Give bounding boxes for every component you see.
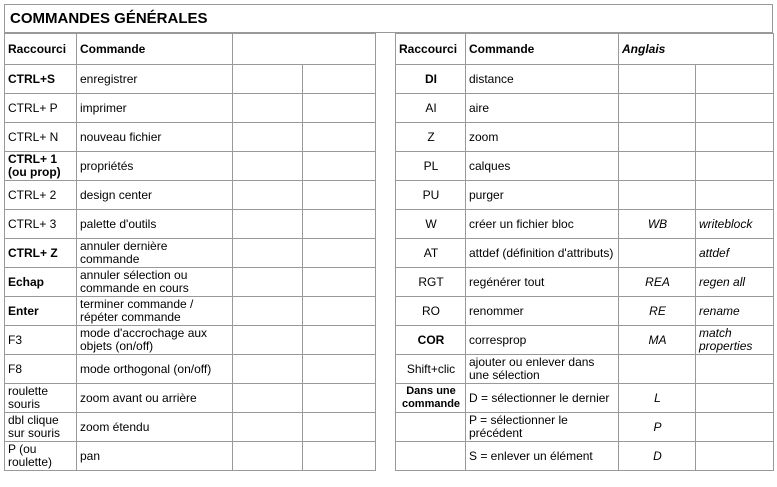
empty-cell (303, 384, 376, 413)
command-cell: renommer (466, 297, 619, 326)
table-row (5, 268, 376, 297)
empty-cell (303, 326, 376, 355)
header-command: Commande (466, 34, 619, 65)
command-cell: aire (466, 94, 619, 123)
command-cell: distance (466, 65, 619, 94)
table-row (5, 210, 376, 239)
shortcut-cell: CTRL+ 2 (5, 181, 77, 210)
empty-cell (303, 413, 376, 442)
empty-cell (303, 442, 376, 471)
table-row (5, 152, 376, 181)
command-cell: regénérer tout (466, 268, 619, 297)
table-row (396, 355, 774, 384)
english-cell: regen all (696, 268, 774, 297)
english-cell: attdef (696, 239, 774, 268)
english-cell: match properties (696, 326, 774, 355)
english-cell (696, 65, 774, 94)
shortcut-cell: CTRL+S (5, 65, 77, 94)
abbreviation-cell (619, 181, 696, 210)
abbreviation-cell: P (619, 413, 696, 442)
command-cell: calques (466, 152, 619, 181)
shortcut-cell: AI (396, 94, 466, 123)
english-cell: writeblock (696, 210, 774, 239)
empty-cell (303, 152, 376, 181)
empty-cell (303, 94, 376, 123)
table-row (396, 413, 774, 442)
shortcut-cell (396, 413, 466, 442)
command-cell: pan (77, 442, 233, 471)
empty-cell (233, 384, 303, 413)
table-row (396, 210, 774, 239)
command-cell: zoom (466, 123, 619, 152)
command-cell: purger (466, 181, 619, 210)
table-row (396, 239, 774, 268)
shortcut-cell: COR (396, 326, 466, 355)
table-row (5, 65, 376, 94)
abbreviation-cell: WB (619, 210, 696, 239)
empty-cell (303, 210, 376, 239)
shortcut-cell: PU (396, 181, 466, 210)
shortcut-cell: Dans une commande (396, 384, 466, 413)
table-row (396, 94, 774, 123)
abbreviation-cell: L (619, 384, 696, 413)
table-row (396, 326, 774, 355)
table-row (396, 268, 774, 297)
empty-cell (233, 355, 303, 384)
shortcut-cell: W (396, 210, 466, 239)
shortcut-cell: CTRL+ N (5, 123, 77, 152)
empty-cell (233, 123, 303, 152)
table-row (396, 297, 774, 326)
shortcut-cell: F8 (5, 355, 77, 384)
english-cell: rename (696, 297, 774, 326)
header-empty (233, 34, 376, 65)
header-shortcut: Raccourci (5, 34, 77, 65)
table-row (396, 442, 774, 471)
command-cell: corresprop (466, 326, 619, 355)
empty-cell (233, 94, 303, 123)
table-row (5, 181, 376, 210)
command-cell: créer un fichier bloc (466, 210, 619, 239)
abbreviation-cell (619, 239, 696, 268)
empty-cell (303, 181, 376, 210)
shortcut-cell: PL (396, 152, 466, 181)
command-cell: mode d'accrochage aux objets (on/off) (77, 326, 233, 355)
header-english: Anglais (619, 34, 774, 65)
abbreviation-cell (619, 123, 696, 152)
empty-cell (303, 355, 376, 384)
command-cell: D = sélectionner le dernier (466, 384, 619, 413)
command-cell: S = enlever un élément (466, 442, 619, 471)
command-cell: ajouter ou enlever dans une sélection (466, 355, 619, 384)
header-command: Commande (77, 34, 233, 65)
empty-cell (303, 268, 376, 297)
command-cell: P = sélectionner le précédent (466, 413, 619, 442)
empty-cell (233, 152, 303, 181)
command-cell: imprimer (77, 94, 233, 123)
abbreviation-cell (619, 94, 696, 123)
shortcut-cell: roulette souris (5, 384, 77, 413)
shortcut-cell: RO (396, 297, 466, 326)
english-cell (696, 152, 774, 181)
command-cell: annuler sélection ou commande en cours (77, 268, 233, 297)
shortcut-cell: CTRL+ 3 (5, 210, 77, 239)
table-row (396, 152, 774, 181)
english-cell (696, 384, 774, 413)
shortcut-cell (396, 442, 466, 471)
abbreviation-cell (619, 152, 696, 181)
abbreviation-cell: D (619, 442, 696, 471)
command-cell: annuler dernière commande (77, 239, 233, 268)
command-cell: design center (77, 181, 233, 210)
command-cell: mode orthogonal (on/off) (77, 355, 233, 384)
english-cell (696, 442, 774, 471)
shortcut-cell: dbl clique sur souris (5, 413, 77, 442)
table-header-row (396, 34, 774, 65)
empty-cell (303, 239, 376, 268)
shortcut-cell: AT (396, 239, 466, 268)
table-header-row (5, 34, 376, 65)
page-title: COMMANDES GÉNÉRALES (4, 4, 773, 33)
english-cell (696, 355, 774, 384)
english-cell (696, 123, 774, 152)
table-row (5, 355, 376, 384)
command-cell: zoom étendu (77, 413, 233, 442)
shortcut-cell: Z (396, 123, 466, 152)
table-row (396, 384, 774, 413)
command-cell: attdef (définition d'attributs) (466, 239, 619, 268)
command-cell: enregistrer (77, 65, 233, 94)
header-shortcut: Raccourci (396, 34, 466, 65)
empty-cell (233, 442, 303, 471)
table-row (396, 181, 774, 210)
shortcut-cell: Echap (5, 268, 77, 297)
table-row (5, 442, 376, 471)
command-cell: propriétés (77, 152, 233, 181)
empty-cell (233, 413, 303, 442)
abbreviation-cell: RE (619, 297, 696, 326)
shortcut-cell: CTRL+ Z (5, 239, 77, 268)
shortcut-cell: F3 (5, 326, 77, 355)
command-cell: terminer commande / répéter commande (77, 297, 233, 326)
shortcut-cell: CTRL+ P (5, 94, 77, 123)
empty-cell (233, 210, 303, 239)
empty-cell (303, 123, 376, 152)
empty-cell (233, 239, 303, 268)
table-row (5, 239, 376, 268)
empty-cell (233, 326, 303, 355)
english-cell (696, 181, 774, 210)
table-row (396, 123, 774, 152)
command-cell: zoom avant ou arrière (77, 384, 233, 413)
empty-cell (233, 181, 303, 210)
empty-cell (303, 297, 376, 326)
left-commands-table (4, 33, 376, 471)
abbreviation-cell: REA (619, 268, 696, 297)
table-row (5, 123, 376, 152)
command-cell: palette d'outils (77, 210, 233, 239)
empty-cell (303, 65, 376, 94)
empty-cell (233, 297, 303, 326)
abbreviation-cell: MA (619, 326, 696, 355)
table-row (5, 413, 376, 442)
empty-cell (233, 65, 303, 94)
table-row (5, 297, 376, 326)
shortcut-cell: Shift+clic (396, 355, 466, 384)
table-row (396, 65, 774, 94)
english-cell (696, 413, 774, 442)
english-cell (696, 94, 774, 123)
table-row (5, 326, 376, 355)
abbreviation-cell (619, 355, 696, 384)
shortcut-cell: Enter (5, 297, 77, 326)
shortcut-cell: P (ou roulette) (5, 442, 77, 471)
command-cell: nouveau fichier (77, 123, 233, 152)
shortcut-cell: RGT (396, 268, 466, 297)
abbreviation-cell (619, 65, 696, 94)
shortcut-cell: CTRL+ 1 (ou prop) (5, 152, 77, 181)
shortcut-cell: DI (396, 65, 466, 94)
table-row (5, 384, 376, 413)
empty-cell (233, 268, 303, 297)
right-commands-table (395, 33, 774, 471)
table-row (5, 94, 376, 123)
